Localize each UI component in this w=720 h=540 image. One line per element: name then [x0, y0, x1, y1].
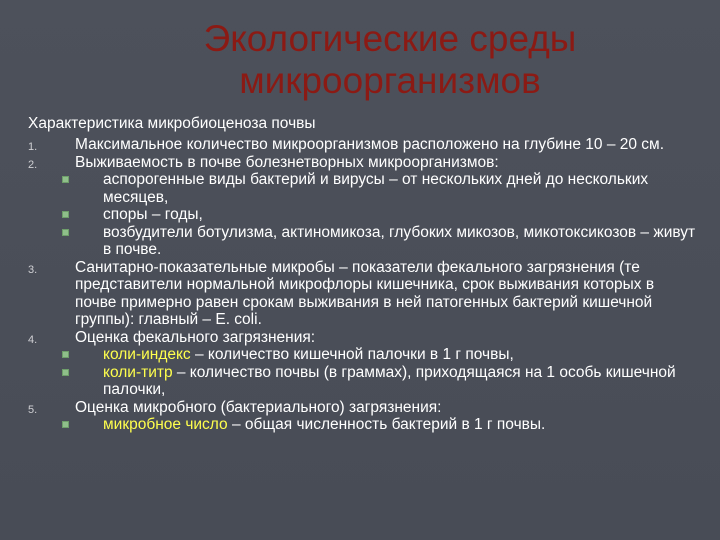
- list-item-text: Оценка микробного (бактериального) загрязнения:: [75, 398, 442, 416]
- section-heading: Характеристика микробиоценоза почвы: [28, 115, 316, 132]
- slide-title: [110, 18, 670, 102]
- sub-list-item: [0, 346, 720, 364]
- square-bullet-icon: [62, 229, 69, 236]
- list-number: 5.: [28, 403, 38, 416]
- sub-list-item: [0, 171, 720, 206]
- title-line-1: Экологические среды: [203, 18, 577, 59]
- list-item-text: Санитарно-показательные микробы – показатели фекального загрязнения (те представители нормальной микрофлоры кишечника, срок выживания которых в почве примерно равен срокам выживания в ней патогенных бактерий кишечной группы): главный – E. coli.: [75, 258, 655, 328]
- sub-item-text: возбудители ботулизма, актиномикоза, глубоких микозов, микотоксикозов – живут в почве.: [103, 223, 696, 258]
- title-line-2: микроорганизмов: [239, 60, 541, 101]
- sub-item-text: аспорогенные виды бактерий и вирусы – от нескольких дней до нескольких месяцев,: [103, 171, 649, 206]
- list-number: 3.: [28, 263, 38, 276]
- list-item: [0, 154, 720, 172]
- sub-list-item: [0, 224, 720, 259]
- sub-list-item: [0, 206, 720, 224]
- term-definition: – количество почвы (в граммах), приходящаяся на 1 особь кишечной палочки,: [103, 363, 676, 398]
- sub-item-text: [103, 364, 703, 399]
- square-bullet-icon: [62, 369, 69, 376]
- sub-list-item: [0, 364, 720, 399]
- list-number: 2.: [28, 158, 38, 171]
- list-number: 4.: [28, 333, 38, 346]
- sub-list-item: [0, 416, 720, 434]
- list-item: [0, 329, 720, 347]
- list-item: [0, 399, 720, 417]
- list-item: [0, 259, 720, 329]
- term-definition: – общая численность бактерий в 1 г почвы.: [227, 416, 546, 433]
- square-bullet-icon: [62, 211, 69, 218]
- square-bullet-icon: [62, 176, 69, 183]
- sub-item-text: [103, 416, 703, 434]
- sub-item-text: споры – годы,: [103, 206, 203, 223]
- sub-item-text: [103, 346, 703, 364]
- numbered-list: [0, 136, 720, 434]
- term-definition: – количество кишечной палочки в 1 г почвы,: [190, 346, 514, 363]
- list-item-text: Выживаемость в почве болезнетворных микроорганизмов:: [75, 153, 499, 171]
- list-item-text: Максимальное количество микроорганизмов расположено на глубине 10 – 20 см.: [75, 136, 665, 153]
- list-number: 1.: [28, 141, 38, 153]
- list-item-text: Оценка фекального загрязнения:: [75, 328, 316, 346]
- list-item: [0, 136, 720, 154]
- square-bullet-icon: [62, 421, 69, 428]
- term-microbial-number: микробное число: [103, 416, 228, 433]
- term-coli-index: коли-индекс: [103, 346, 191, 363]
- term-coli-titer: коли-титр: [103, 363, 173, 381]
- square-bullet-icon: [62, 351, 69, 358]
